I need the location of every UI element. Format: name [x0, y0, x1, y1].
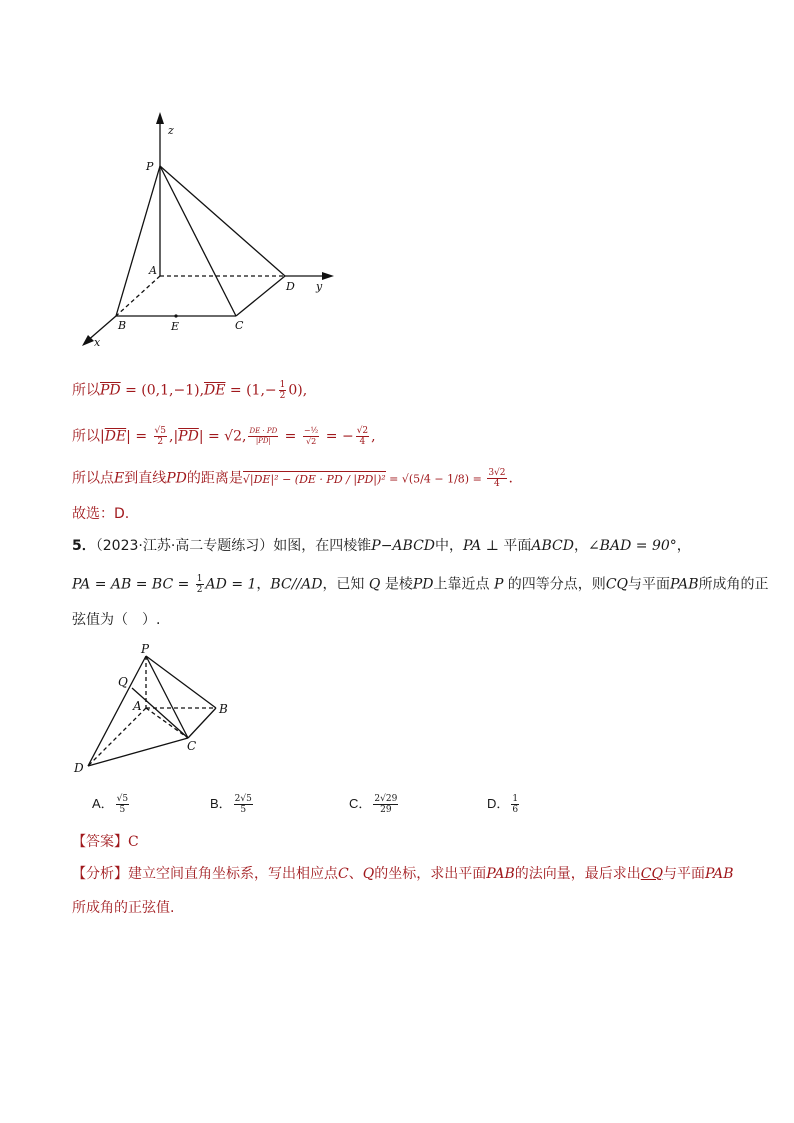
answer-line — [72, 832, 139, 852]
label-z: z — [168, 124, 174, 137]
option-C[interactable]: C． $\frac{2√29}{29}$ — [349, 794, 398, 815]
z-arrow — [156, 112, 164, 124]
label-D: D — [74, 761, 84, 775]
edge-PC — [146, 656, 188, 738]
edge-PC — [160, 166, 236, 316]
problem-5-line-1: 5．（2023·江苏·高二专题练习）如图，在四棱锥P−ABCD中，PA ⊥ 平面ABCD，∠BAD = 90°， — [72, 538, 691, 554]
edge-AC — [146, 708, 188, 738]
figure-pyramid-PABCD — [66, 638, 246, 780]
label-C: C — [235, 319, 244, 332]
label-A: A — [133, 699, 142, 713]
label-A: A — [149, 264, 157, 277]
label-Q: Q — [118, 675, 128, 689]
edge-PB — [146, 656, 216, 708]
label-P: P — [141, 642, 150, 656]
solution-line-1: 所以$\overline{PD} = (0,1,-1),\overline{DE} = (1,-$ $\frac{1}{2}$ 0), — [72, 380, 308, 401]
problem-5-line-3: 弦值为（ ）. — [72, 612, 161, 628]
option-D[interactable]: D． $\frac{1}{6}$ — [487, 794, 519, 815]
label-x: x — [94, 336, 101, 349]
edge-PD — [160, 166, 285, 276]
label-P: P — [146, 160, 154, 173]
y-arrow — [322, 272, 334, 280]
analysis-line-2: 所成角的正弦值. — [72, 900, 175, 916]
label-C: C — [187, 739, 197, 753]
figure-coordinate-pyramid — [70, 100, 350, 360]
label-B: B — [118, 319, 127, 332]
option-A[interactable]: A． $\frac{√5}{5}$ — [92, 794, 129, 815]
analysis-tag: 【分析】 — [72, 866, 128, 882]
edge-AB-dashed — [116, 276, 160, 316]
answer-tag: 【答案】 — [72, 834, 128, 850]
edge-BC — [188, 708, 216, 738]
label-y: y — [316, 280, 323, 293]
edge-CD — [88, 738, 188, 766]
problem-5-line-2: PA = AB = BC = $\frac{1}{2}$ AD = 1，BC//AD，已知 Q 是棱PD上靠近点 P 的四等分点，则CQ与平面PAB所成角的正 — [72, 574, 769, 595]
analysis-line-1: 【分析】建立空间直角坐标系，写出相应点C、Q的坐标，求出平面PAB的法向量，最后求出CQ与平面PAB — [72, 866, 734, 882]
label-E: E — [171, 320, 180, 333]
solution-line-2: 所以$|\overline{DE}|$ = $\frac{√5}{2}$ $,|\overline{PD}| = √2$, $\frac{DE \cdot PD}{|PD|}$ = $\frac{\text{−½}}{√2}$ = − $\frac{√2}{4}$ , — [72, 426, 376, 447]
solution-line-3: 所以点E到直线PD的距离是√|DE|² − (DE · PD / |PD|)² = √(5/4 − 1/8) = $\frac{3√2}{4}$ . — [72, 468, 513, 489]
edge-PB — [116, 166, 160, 316]
label-B: B — [219, 702, 228, 716]
label-D: D — [286, 280, 295, 293]
solution-answer-line: 故选：D. — [72, 506, 130, 522]
option-B[interactable]: B． $\frac{2√5}{5}$ — [210, 794, 252, 815]
answer-value: C — [128, 834, 139, 850]
edge-CD — [236, 276, 285, 316]
point-E — [174, 314, 177, 317]
